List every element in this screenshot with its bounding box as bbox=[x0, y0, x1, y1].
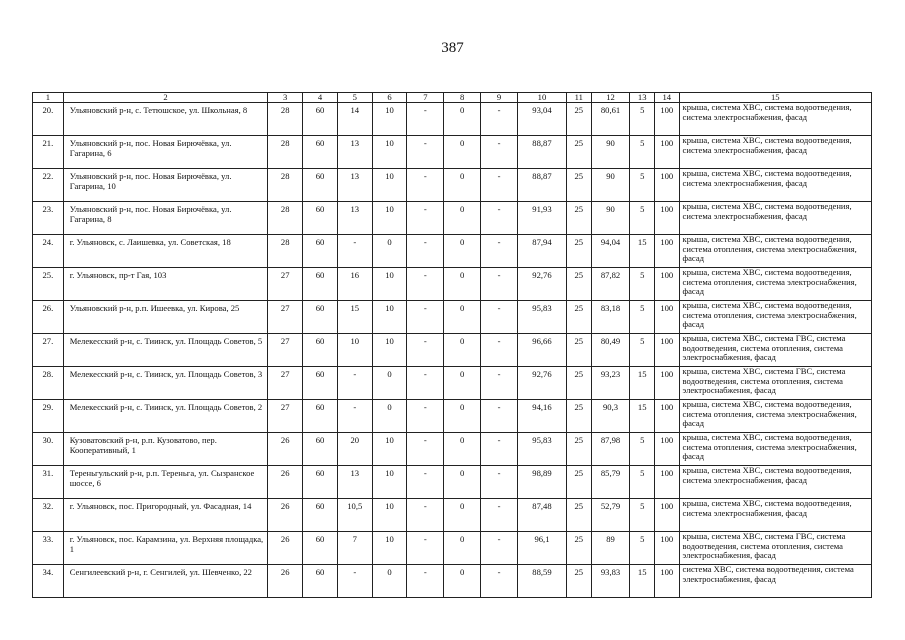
value-cell-8: 0 bbox=[444, 400, 481, 433]
register-table bbox=[32, 92, 872, 598]
value-cell-5: - bbox=[337, 235, 372, 268]
value-cell-5: 15 bbox=[337, 301, 372, 334]
value-cell-3: 28 bbox=[268, 202, 303, 235]
value-cell-13: 5 bbox=[630, 499, 655, 532]
value-cell-8: 0 bbox=[444, 235, 481, 268]
value-cell-9: - bbox=[481, 235, 518, 268]
value-cell-5: 20 bbox=[337, 433, 372, 466]
works-cell: крыша, система ХВС, система водоотведения, система электроснабжения, фасад bbox=[679, 499, 871, 532]
works-cell: крыша, система ХВС, система водоотведения, система электроснабжения, фасад bbox=[679, 202, 871, 235]
value-cell-7: - bbox=[407, 466, 444, 499]
value-cell-3: 27 bbox=[268, 268, 303, 301]
value-cell-6: 10 bbox=[372, 532, 407, 565]
value-cell-3: 26 bbox=[268, 565, 303, 598]
page-number: 387 bbox=[441, 40, 464, 56]
value-cell-14: 100 bbox=[655, 367, 680, 400]
value-cell-14: 100 bbox=[655, 136, 680, 169]
column-number-8: 8 bbox=[444, 93, 481, 103]
value-cell-4: 60 bbox=[303, 433, 338, 466]
value-cell-3: 26 bbox=[268, 433, 303, 466]
value-cell-4: 60 bbox=[303, 103, 338, 136]
row-number: 33. bbox=[33, 532, 64, 565]
value-cell-7: - bbox=[407, 202, 444, 235]
value-cell-13: 5 bbox=[630, 202, 655, 235]
value-cell-13: 5 bbox=[630, 169, 655, 202]
value-cell-12: 94,04 bbox=[591, 235, 630, 268]
value-cell-7: - bbox=[407, 235, 444, 268]
row-number: 27. bbox=[33, 334, 64, 367]
address-cell: Мелекесский р-н, с. Тиинск, ул. Площадь Советов, 2 bbox=[63, 400, 268, 433]
row-number: 32. bbox=[33, 499, 64, 532]
value-cell-12: 85,79 bbox=[591, 466, 630, 499]
value-cell-4: 60 bbox=[303, 499, 338, 532]
row-number: 22. bbox=[33, 169, 64, 202]
value-cell-13: 5 bbox=[630, 466, 655, 499]
value-cell-8: 0 bbox=[444, 565, 481, 598]
value-cell-3: 27 bbox=[268, 334, 303, 367]
table-row bbox=[33, 400, 872, 433]
value-cell-10: 88,87 bbox=[517, 169, 566, 202]
table-row bbox=[33, 202, 872, 235]
value-cell-3: 28 bbox=[268, 169, 303, 202]
value-cell-11: 25 bbox=[567, 136, 592, 169]
value-cell-3: 27 bbox=[268, 301, 303, 334]
value-cell-4: 60 bbox=[303, 235, 338, 268]
value-cell-14: 100 bbox=[655, 334, 680, 367]
value-cell-8: 0 bbox=[444, 532, 481, 565]
value-cell-12: 52,79 bbox=[591, 499, 630, 532]
value-cell-8: 0 bbox=[444, 367, 481, 400]
value-cell-14: 100 bbox=[655, 499, 680, 532]
value-cell-8: 0 bbox=[444, 136, 481, 169]
value-cell-6: 10 bbox=[372, 136, 407, 169]
works-cell: крыша, система ХВС, система водоотведения, система отопления, система электроснабжения, фасад bbox=[679, 433, 871, 466]
value-cell-10: 95,83 bbox=[517, 433, 566, 466]
value-cell-7: - bbox=[407, 169, 444, 202]
value-cell-6: 10 bbox=[372, 103, 407, 136]
value-cell-11: 25 bbox=[567, 268, 592, 301]
column-number-11: 11 bbox=[567, 93, 592, 103]
table-row bbox=[33, 169, 872, 202]
value-cell-3: 27 bbox=[268, 367, 303, 400]
value-cell-9: - bbox=[481, 367, 518, 400]
row-number: 34. bbox=[33, 565, 64, 598]
works-cell: крыша, система ХВС, система водоотведения, система электроснабжения, фасад bbox=[679, 169, 871, 202]
value-cell-11: 25 bbox=[567, 499, 592, 532]
column-number-13: 13 bbox=[630, 93, 655, 103]
column-number-2: 2 bbox=[63, 93, 268, 103]
address-cell: Ульяновский р-н, пос. Новая Бирючёвка, ул. Гагарина, 8 bbox=[63, 202, 268, 235]
value-cell-6: 10 bbox=[372, 301, 407, 334]
row-number: 24. bbox=[33, 235, 64, 268]
value-cell-5: - bbox=[337, 400, 372, 433]
value-cell-8: 0 bbox=[444, 499, 481, 532]
value-cell-14: 100 bbox=[655, 202, 680, 235]
value-cell-10: 93,04 bbox=[517, 103, 566, 136]
value-cell-13: 5 bbox=[630, 334, 655, 367]
value-cell-14: 100 bbox=[655, 169, 680, 202]
value-cell-12: 80,61 bbox=[591, 103, 630, 136]
row-number: 23. bbox=[33, 202, 64, 235]
value-cell-14: 100 bbox=[655, 565, 680, 598]
column-number-12: 12 bbox=[591, 93, 630, 103]
value-cell-12: 89 bbox=[591, 532, 630, 565]
value-cell-4: 60 bbox=[303, 268, 338, 301]
value-cell-7: - bbox=[407, 565, 444, 598]
value-cell-11: 25 bbox=[567, 433, 592, 466]
value-cell-5: - bbox=[337, 565, 372, 598]
value-cell-11: 25 bbox=[567, 367, 592, 400]
value-cell-6: 10 bbox=[372, 499, 407, 532]
value-cell-7: - bbox=[407, 499, 444, 532]
column-number-10: 10 bbox=[517, 93, 566, 103]
column-number-15: 15 bbox=[679, 93, 871, 103]
value-cell-12: 90 bbox=[591, 202, 630, 235]
value-cell-9: - bbox=[481, 499, 518, 532]
value-cell-13: 5 bbox=[630, 268, 655, 301]
value-cell-7: - bbox=[407, 301, 444, 334]
value-cell-6: 10 bbox=[372, 433, 407, 466]
table-row bbox=[33, 103, 872, 136]
value-cell-6: 10 bbox=[372, 268, 407, 301]
works-cell: крыша, система ХВС, система водоотведения, система отопления, система электроснабжения, фасад bbox=[679, 235, 871, 268]
value-cell-7: - bbox=[407, 136, 444, 169]
table-row bbox=[33, 334, 872, 367]
value-cell-12: 93,23 bbox=[591, 367, 630, 400]
address-cell: Мелекесский р-н, с. Тиинск, ул. Площадь Советов, 3 bbox=[63, 367, 268, 400]
value-cell-11: 25 bbox=[567, 334, 592, 367]
value-cell-7: - bbox=[407, 532, 444, 565]
value-cell-10: 96,66 bbox=[517, 334, 566, 367]
value-cell-10: 95,83 bbox=[517, 301, 566, 334]
value-cell-11: 25 bbox=[567, 400, 592, 433]
works-cell: крыша, система ХВС, система водоотведения, система отопления, система электроснабжения, фасад bbox=[679, 400, 871, 433]
value-cell-3: 28 bbox=[268, 235, 303, 268]
value-cell-6: 10 bbox=[372, 169, 407, 202]
value-cell-12: 93,83 bbox=[591, 565, 630, 598]
value-cell-14: 100 bbox=[655, 235, 680, 268]
column-number-row bbox=[33, 93, 872, 103]
value-cell-5: 14 bbox=[337, 103, 372, 136]
value-cell-10: 88,87 bbox=[517, 136, 566, 169]
value-cell-8: 0 bbox=[444, 169, 481, 202]
value-cell-5: 10 bbox=[337, 334, 372, 367]
value-cell-6: 0 bbox=[372, 565, 407, 598]
value-cell-5: 7 bbox=[337, 532, 372, 565]
works-cell: крыша, система ХВС, система ГВС, система водоотведения, система отопления, система электроснабжения, фасад bbox=[679, 334, 871, 367]
value-cell-9: - bbox=[481, 400, 518, 433]
value-cell-14: 100 bbox=[655, 466, 680, 499]
value-cell-13: 5 bbox=[630, 136, 655, 169]
value-cell-9: - bbox=[481, 565, 518, 598]
value-cell-10: 87,94 bbox=[517, 235, 566, 268]
value-cell-13: 5 bbox=[630, 301, 655, 334]
address-cell: Мелекесский р-н, с. Тиинск, ул. Площадь Советов, 5 bbox=[63, 334, 268, 367]
works-cell: крыша, система ХВС, система водоотведения, система электроснабжения, фасад bbox=[679, 136, 871, 169]
value-cell-3: 27 bbox=[268, 400, 303, 433]
value-cell-10: 98,89 bbox=[517, 466, 566, 499]
row-number: 30. bbox=[33, 433, 64, 466]
value-cell-13: 15 bbox=[630, 400, 655, 433]
value-cell-9: - bbox=[481, 202, 518, 235]
address-cell: Ульяновский р-н, р.п. Ишеевка, ул. Кирова, 25 bbox=[63, 301, 268, 334]
address-cell: г. Ульяновск, пос. Карамзина, ул. Верхняя площадка, 1 bbox=[63, 532, 268, 565]
table-row bbox=[33, 433, 872, 466]
table-row bbox=[33, 136, 872, 169]
value-cell-5: 16 bbox=[337, 268, 372, 301]
value-cell-10: 88,59 bbox=[517, 565, 566, 598]
table-row bbox=[33, 367, 872, 400]
value-cell-3: 28 bbox=[268, 136, 303, 169]
value-cell-9: - bbox=[481, 301, 518, 334]
value-cell-4: 60 bbox=[303, 136, 338, 169]
value-cell-9: - bbox=[481, 136, 518, 169]
value-cell-14: 100 bbox=[655, 268, 680, 301]
value-cell-4: 60 bbox=[303, 532, 338, 565]
column-number-3: 3 bbox=[268, 93, 303, 103]
column-number-14: 14 bbox=[655, 93, 680, 103]
value-cell-4: 60 bbox=[303, 334, 338, 367]
row-number: 31. bbox=[33, 466, 64, 499]
value-cell-11: 25 bbox=[567, 169, 592, 202]
value-cell-3: 28 bbox=[268, 103, 303, 136]
value-cell-13: 15 bbox=[630, 235, 655, 268]
works-cell: крыша, система ХВС, система ГВС, система водоотведения, система отопления, система электроснабжения, фасад bbox=[679, 367, 871, 400]
value-cell-14: 100 bbox=[655, 433, 680, 466]
column-number-5: 5 bbox=[337, 93, 372, 103]
value-cell-5: - bbox=[337, 367, 372, 400]
value-cell-11: 25 bbox=[567, 565, 592, 598]
works-cell: крыша, система ХВС, система водоотведения, система отопления, система электроснабжения, фасад bbox=[679, 301, 871, 334]
value-cell-9: - bbox=[481, 466, 518, 499]
address-cell: Ульяновский р-н, с. Тетюшское, ул. Школьная, 8 bbox=[63, 103, 268, 136]
value-cell-10: 94,16 bbox=[517, 400, 566, 433]
address-cell: г. Ульяновск, с. Лаишевка, ул. Советская, 18 bbox=[63, 235, 268, 268]
value-cell-13: 5 bbox=[630, 103, 655, 136]
value-cell-13: 5 bbox=[630, 532, 655, 565]
value-cell-8: 0 bbox=[444, 202, 481, 235]
value-cell-10: 92,76 bbox=[517, 268, 566, 301]
value-cell-12: 90 bbox=[591, 136, 630, 169]
value-cell-6: 10 bbox=[372, 202, 407, 235]
value-cell-11: 25 bbox=[567, 301, 592, 334]
value-cell-4: 60 bbox=[303, 565, 338, 598]
value-cell-13: 5 bbox=[630, 433, 655, 466]
value-cell-8: 0 bbox=[444, 103, 481, 136]
value-cell-4: 60 bbox=[303, 301, 338, 334]
value-cell-5: 10,5 bbox=[337, 499, 372, 532]
value-cell-10: 96,1 bbox=[517, 532, 566, 565]
value-cell-12: 83,18 bbox=[591, 301, 630, 334]
value-cell-4: 60 bbox=[303, 202, 338, 235]
value-cell-12: 87,98 bbox=[591, 433, 630, 466]
value-cell-6: 0 bbox=[372, 235, 407, 268]
row-number: 20. bbox=[33, 103, 64, 136]
value-cell-9: - bbox=[481, 103, 518, 136]
address-cell: Кузоватовский р-н, р.п. Кузоватово, пер. Кооперативный, 1 bbox=[63, 433, 268, 466]
value-cell-5: 13 bbox=[337, 202, 372, 235]
works-cell: крыша, система ХВС, система ГВС, система водоотведения, система отопления, система электроснабжения, фасад bbox=[679, 532, 871, 565]
value-cell-6: 10 bbox=[372, 466, 407, 499]
value-cell-4: 60 bbox=[303, 400, 338, 433]
value-cell-9: - bbox=[481, 334, 518, 367]
value-cell-7: - bbox=[407, 268, 444, 301]
value-cell-10: 91,93 bbox=[517, 202, 566, 235]
value-cell-8: 0 bbox=[444, 433, 481, 466]
column-number-9: 9 bbox=[481, 93, 518, 103]
value-cell-11: 25 bbox=[567, 466, 592, 499]
row-number: 28. bbox=[33, 367, 64, 400]
value-cell-6: 0 bbox=[372, 367, 407, 400]
table-row bbox=[33, 301, 872, 334]
row-number: 29. bbox=[33, 400, 64, 433]
table-row bbox=[33, 466, 872, 499]
value-cell-9: - bbox=[481, 169, 518, 202]
value-cell-11: 25 bbox=[567, 235, 592, 268]
table-row bbox=[33, 499, 872, 532]
value-cell-5: 13 bbox=[337, 169, 372, 202]
row-number: 26. bbox=[33, 301, 64, 334]
value-cell-14: 100 bbox=[655, 400, 680, 433]
value-cell-8: 0 bbox=[444, 334, 481, 367]
address-cell: Сенгилеевский р-н, г. Сенгилей, ул. Шевченко, 22 bbox=[63, 565, 268, 598]
address-cell: г. Ульяновск, пос. Пригородный, ул. Фасадная, 14 bbox=[63, 499, 268, 532]
value-cell-4: 60 bbox=[303, 466, 338, 499]
value-cell-14: 100 bbox=[655, 532, 680, 565]
value-cell-7: - bbox=[407, 400, 444, 433]
value-cell-5: 13 bbox=[337, 466, 372, 499]
value-cell-7: - bbox=[407, 367, 444, 400]
value-cell-4: 60 bbox=[303, 169, 338, 202]
column-number-6: 6 bbox=[372, 93, 407, 103]
works-cell: крыша, система ХВС, система водоотведения, система электроснабжения, фасад bbox=[679, 103, 871, 136]
column-number-4: 4 bbox=[303, 93, 338, 103]
column-number-1: 1 bbox=[33, 93, 64, 103]
row-number: 25. bbox=[33, 268, 64, 301]
value-cell-12: 80,49 bbox=[591, 334, 630, 367]
address-cell: г. Ульяновск, пр-т Гая, 103 bbox=[63, 268, 268, 301]
value-cell-8: 0 bbox=[444, 466, 481, 499]
value-cell-11: 25 bbox=[567, 532, 592, 565]
value-cell-3: 26 bbox=[268, 499, 303, 532]
value-cell-9: - bbox=[481, 268, 518, 301]
value-cell-11: 25 bbox=[567, 103, 592, 136]
works-cell: крыша, система ХВС, система водоотведения, система электроснабжения, фасад bbox=[679, 466, 871, 499]
value-cell-3: 26 bbox=[268, 466, 303, 499]
table-row bbox=[33, 565, 872, 598]
value-cell-5: 13 bbox=[337, 136, 372, 169]
address-cell: Ульяновский р-н, пос. Новая Бирючёвка, ул. Гагарина, 10 bbox=[63, 169, 268, 202]
value-cell-14: 100 bbox=[655, 301, 680, 334]
value-cell-12: 87,82 bbox=[591, 268, 630, 301]
value-cell-7: - bbox=[407, 103, 444, 136]
value-cell-6: 0 bbox=[372, 400, 407, 433]
value-cell-4: 60 bbox=[303, 367, 338, 400]
value-cell-11: 25 bbox=[567, 202, 592, 235]
table-row bbox=[33, 235, 872, 268]
value-cell-7: - bbox=[407, 433, 444, 466]
table-row bbox=[33, 532, 872, 565]
value-cell-3: 26 bbox=[268, 532, 303, 565]
value-cell-9: - bbox=[481, 433, 518, 466]
value-cell-9: - bbox=[481, 532, 518, 565]
value-cell-12: 90 bbox=[591, 169, 630, 202]
value-cell-10: 87,48 bbox=[517, 499, 566, 532]
value-cell-8: 0 bbox=[444, 301, 481, 334]
address-cell: Ульяновский р-н, пос. Новая Бирючёвка, ул. Гагарина, 6 bbox=[63, 136, 268, 169]
table-row bbox=[33, 268, 872, 301]
value-cell-6: 10 bbox=[372, 334, 407, 367]
address-cell: Тереньгульский р-н, р.п. Тереньга, ул. Сызранское шоссе, 6 bbox=[63, 466, 268, 499]
works-cell: крыша, система ХВС, система водоотведения, система отопления, система электроснабжения, фасад bbox=[679, 268, 871, 301]
value-cell-8: 0 bbox=[444, 268, 481, 301]
row-number: 21. bbox=[33, 136, 64, 169]
column-number-7: 7 bbox=[407, 93, 444, 103]
value-cell-10: 92,76 bbox=[517, 367, 566, 400]
value-cell-13: 15 bbox=[630, 565, 655, 598]
value-cell-7: - bbox=[407, 334, 444, 367]
value-cell-14: 100 bbox=[655, 103, 680, 136]
value-cell-12: 90,3 bbox=[591, 400, 630, 433]
works-cell: система ХВС, система водоотведения, система электроснабжения, фасад bbox=[679, 565, 871, 598]
value-cell-13: 15 bbox=[630, 367, 655, 400]
